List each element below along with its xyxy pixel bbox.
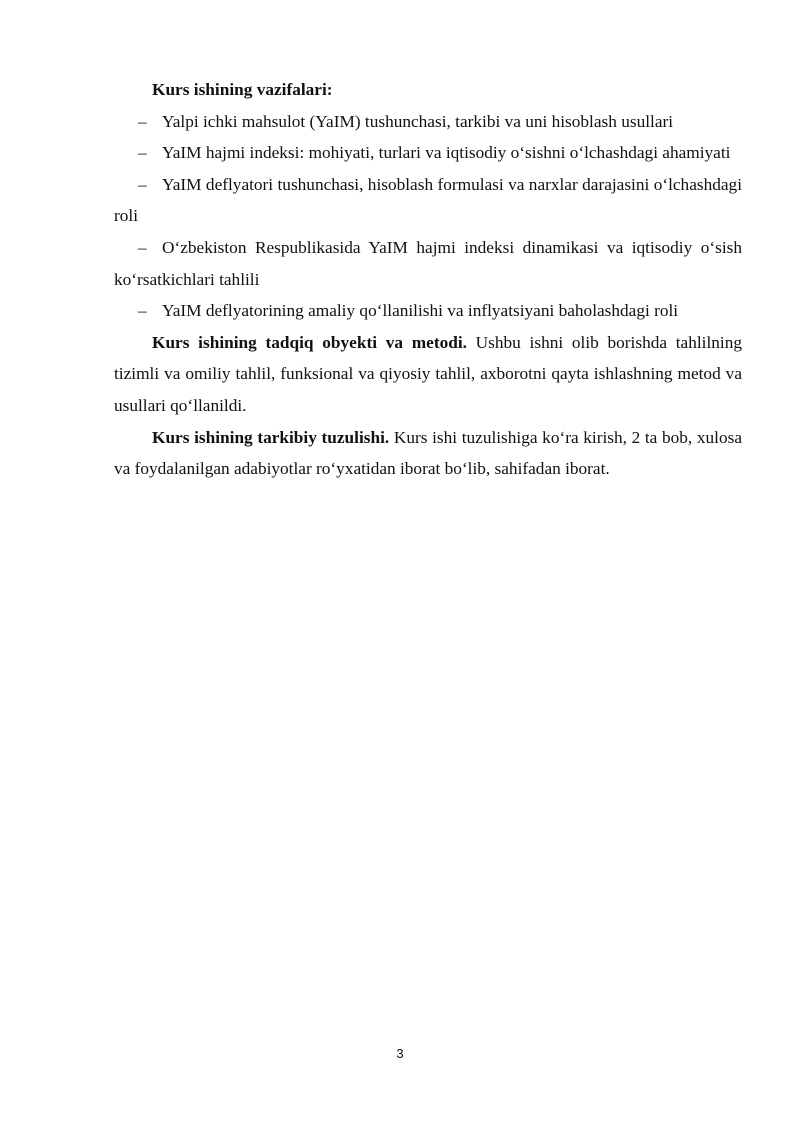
task-text: YaIM hajmi indeksi: mohiyati, turlari va iqtisodiy o‘sishni o‘lchashdagi ahamiyati [162, 143, 731, 163]
task-item-4 [114, 232, 742, 295]
list-dash: – [138, 301, 147, 321]
list-dash: – [138, 111, 147, 131]
task-text: YaIM deflyatori tushunchasi, hisoblash formulasi va narxlar darajasini o‘lchashdagi roli [114, 174, 742, 226]
structure-text: Kurs ishi tuzulishiga ko‘ra kirish, 2 ta bob, xulosa va foydalanilgan adabiyotlar ro‘yxatidan iborat bo‘lib, sahifadan iborat. [114, 427, 742, 479]
task-text: Yalpi ichki mahsulot (YaIM) tushunchasi, tarkibi va uni hisoblash usullari [162, 111, 674, 131]
list-dash: – [138, 174, 147, 194]
page-content [114, 74, 742, 485]
task-item-5 [114, 295, 742, 327]
structure-label: Kurs ishining tarkibiy tuzulishi. [152, 427, 390, 447]
object-method-text: Ushbu ishni olib borishda tahlilning tizimli va omiliy tahlil, funksional va qiyosiy tahlil, axborotni qayta ishlashning metod va usullari qo‘llanildi. [114, 332, 742, 415]
object-method-paragraph [114, 327, 742, 422]
task-item-2 [114, 137, 742, 169]
page-number: 3 [396, 1046, 404, 1061]
task-text: O‘zbekiston Respublikasida YaIM hajmi indeksi dinamikasi va iqtisodiy o‘sish ko‘rsatkichlari tahlili [114, 237, 742, 289]
tasks-heading: Kurs ishining vazifalari: [152, 80, 333, 99]
object-method-label: Kurs ishining tadqiq obyekti va metodi. [152, 332, 467, 352]
task-item-3 [114, 169, 742, 232]
task-text: YaIM deflyatorining amaliy qo‘llanilishi va inflyatsiyani baholashdagi roli [162, 301, 679, 321]
task-item-1 [114, 106, 742, 138]
list-dash: – [138, 237, 147, 257]
structure-paragraph [114, 422, 742, 485]
list-dash: – [138, 143, 147, 163]
